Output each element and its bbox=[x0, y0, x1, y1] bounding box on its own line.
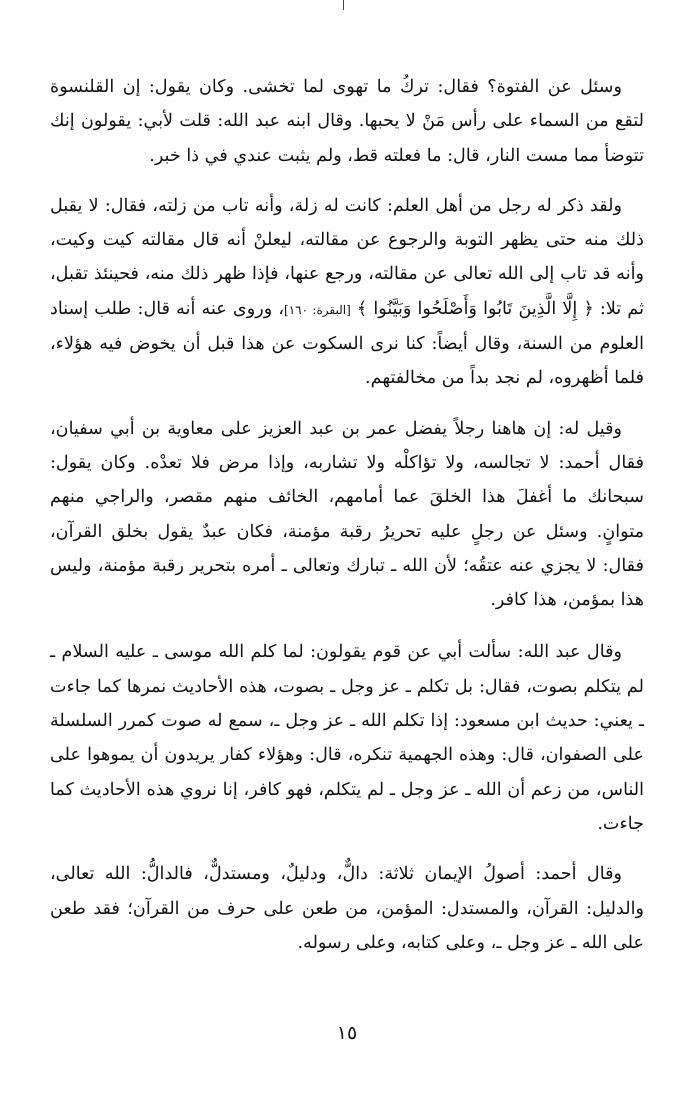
paragraph-4: وقال عبد الله: سألت أبي عن قوم يقولون: لما كلم الله موسى ـ عليه السلام ـ لم يتكلم بصوت، فقال: بل تكلم ـ عز وجل ـ بصوت، هذه الأحاديث نمرها كما جاءت ـ يعني: حديث ابن مسعود: إذا تكلم الله ـ عز وجل ـ، سمع له صوت كمرر السلسلة على الصفوان، قال: وهذه الجهمية تنكره، قال: وهؤلاء كفار يريدون أن يموهوا على الناس، من زعم أن الله ـ عز وجل ـ لم يتكلم، فهو كافر، إنا نروي هذه الأحاديث كما جاءت. bbox=[50, 642, 644, 834]
page-number: ١٥ bbox=[336, 1022, 358, 1044]
paragraph-3: وقيل له: إن هاهنا رجلاً يفضل عمر بن عبد العزيز على معاوية بن أبي سفيان، فقال أحمد: لا تجالسه، ولا تؤاكلْه ولا تشاربه، وإذا مرض فلا تعدْه. وكان يقول: سبحانك ما أغفلَ هذا الخلقَ عما أمامهم، الخائف منهم مقصر، والراجي منهم متوانٍ. وسئل عن رجلٍ عليه تحريرُ رقبة مؤمنة، فكان عبدٌ يقول بخلق القرآن، فقال: لا يجزي عنه عتقُه؛ لأن الله ـ تبارك وتعالى ـ أمره بتحرير رقبة مؤمنة، وليس هذا بمؤمن، هذا كافر. bbox=[50, 418, 644, 611]
verse-source: [البقرة: ١٦٠] bbox=[284, 302, 351, 317]
paragraph-1: وسئل عن الفتوة؟ فقال: تركُ ما تهوى لما تخشى. وكان يقول: إن القلنسوة لتقع من السماء على رأس مَنْ لا يحبها. وقال ابنه عبد الله: قلت لأبي: يقولون إنك تتوضأ مما مست النار، قال: ما فعلته قط، ولم يثبت عندي في ذا خبر. bbox=[50, 77, 644, 166]
paragraph-2-continuation: ، وروى عنه أنه قال: طلب إسناد العلوم من السنة، وقال أيضاً: كنا نرى السكوت عن هذا قبل أن يخوض فيه هؤلاء، فلما أظهروه، لم نجد بداً من مخالفتهم. bbox=[50, 298, 644, 389]
paragraph-2-text: ولقد ذكر له رجل من أهل العلم: كانت له زلة، وأنه تاب من زلته، فقال: لا يقبل ذلك منه حتى يظهر التوبة والرجوع عن مقالته، ليعلنْ أنه قال مقالته كيت وكيت، وأنه قد تاب إلى الله تعالى عن مقالته، ورجع عنها، فإذا ظهر ذلك منه، فحينئذ تقبل، ثم تلا: bbox=[50, 195, 644, 319]
paragraph-2 bbox=[50, 189, 644, 396]
quran-verse: ﴿ إِلَّا الَّذِينَ تَابُوا وَأَصْلَحُوا وَبَيَّنُوا ﴾ bbox=[356, 298, 594, 319]
top-margin-mark bbox=[343, 0, 344, 10]
page-body bbox=[50, 70, 644, 976]
paragraph-5: وقال أحمد: أصولُ الإيمان ثلاثة: دالٌّ، ودليلٌ، ومستدلٌّ، فالدالُّ: الله تعالى، والدليل: القرآن، والمستدل: المؤمن، من طعن على حرف من القرآن؛ فقد طعن على الله ـ عز وجل ـ، وعلى كتابه، وعلى رسوله. bbox=[50, 864, 644, 953]
